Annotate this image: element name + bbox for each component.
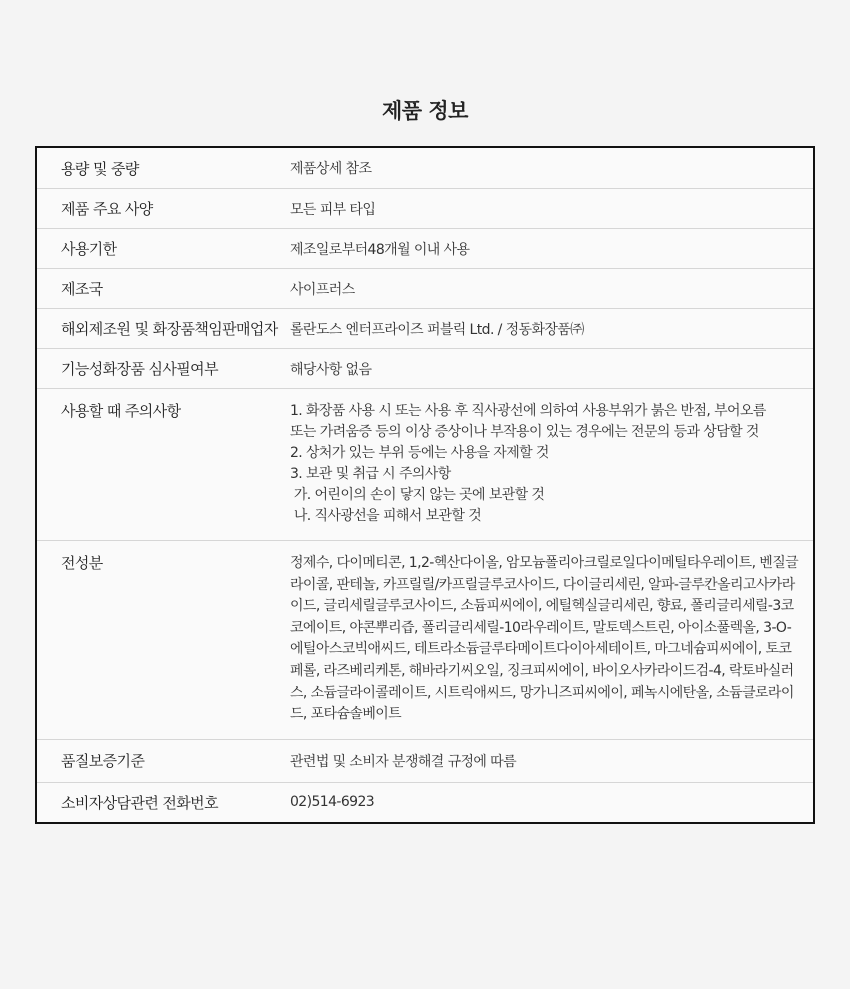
row-label: 해외제조원 및 화장품책임판매업자	[61, 320, 278, 338]
table-row-phone	[37, 782, 813, 822]
caution-line: 3. 보관 및 취급 시 주의사항	[290, 466, 451, 482]
page-title: 제품 정보	[382, 99, 468, 123]
table-row-functional	[37, 348, 813, 388]
table-row-caution	[37, 388, 813, 540]
phone-number: 02)514-6923	[290, 794, 375, 811]
table-row-quality	[37, 739, 813, 782]
row-value: 사이프러스	[290, 281, 355, 298]
row-label: 사용할 때 주의사항	[61, 402, 181, 420]
row-label: 용량 및 중량	[61, 159, 139, 178]
product-info-table	[35, 146, 815, 824]
row-label: 사용기한	[61, 240, 117, 258]
table-row-spec	[37, 188, 813, 228]
row-label: 전성분	[61, 554, 103, 572]
row-value: 모든 피부 타입	[290, 201, 376, 218]
row-label: 품질보증기준	[61, 752, 145, 771]
caution-line: 나. 직사광선을 피해서 보관할 것	[290, 508, 482, 524]
row-label: 제조국	[61, 280, 103, 298]
row-label: 소비자상담관련 전화번호	[61, 793, 218, 812]
ingredients-text: 정제수, 다이메티콘, 1,2-헥산다이올, 암모늄폴리아크릴로일다이메틸타우레이트, 벤질글라이콜, 판테놀, 카프릴릴/카프릴글루코사이드, 다이글리세린, 알파-글루칸올리고사카라이드, 글리세릴글루코사이드, 소듐피씨에이, 에틸헥실글리세린, 향료, 폴리글리세릴-3코코에이트, 야콘뿌리즙, 폴리글리세릴-10라우레이트, 말토덱스트린, 아이소풀렉올, 3-O-에틸아스코빅애씨드, 테트라소듐글루타메이트다이아세테이트, 마그네슘피씨에이, 토코페롤, 라즈베리케톤, 해바라기씨오일, 징크피씨에이, 바이오사카라이드검-4, 락토바실러스, 소듐글라이콜레이트, 시트릭애씨드, 망가니즈피씨에이, 페녹시에탄올, 소듐클로라이드, 포타슘솔베이트	[290, 555, 799, 723]
row-value: 해당사항 없음	[290, 361, 372, 378]
table-row-expiry	[37, 228, 813, 268]
caution-line: 2. 상처가 있는 부위 등에는 사용을 자제할 것	[290, 445, 549, 461]
caution-line: 또는 가려움증 등의 이상 증상이나 부작용이 있는 경우에는 전문의 등과 상담할 것	[290, 424, 759, 440]
caution-line: 가. 어린이의 손이 닿지 않는 곳에 보관할 것	[290, 487, 545, 503]
row-value: 제품상세 참조	[290, 161, 372, 177]
row-label: 기능성화장품 심사필여부	[61, 360, 218, 378]
table-row-ingredients	[37, 540, 813, 739]
row-value: 관련법 및 소비자 분쟁해결 규정에 따름	[290, 753, 517, 770]
row-value: 롤란도스 엔터프라이즈 퍼블릭 Ltd. / 정동화장품㈜	[290, 321, 584, 338]
table-row-volume	[37, 148, 813, 188]
row-value: 제조일로부터48개월 이내 사용	[290, 241, 470, 258]
caution-text	[290, 401, 813, 527]
row-label: 제품 주요 사양	[61, 200, 153, 218]
table-row-manufacturer	[37, 308, 813, 348]
table-row-country	[37, 268, 813, 308]
caution-line: 1. 화장품 사용 시 또는 사용 후 직사광선에 의하여 사용부위가 붉은 반점, 부어오름	[290, 403, 766, 419]
